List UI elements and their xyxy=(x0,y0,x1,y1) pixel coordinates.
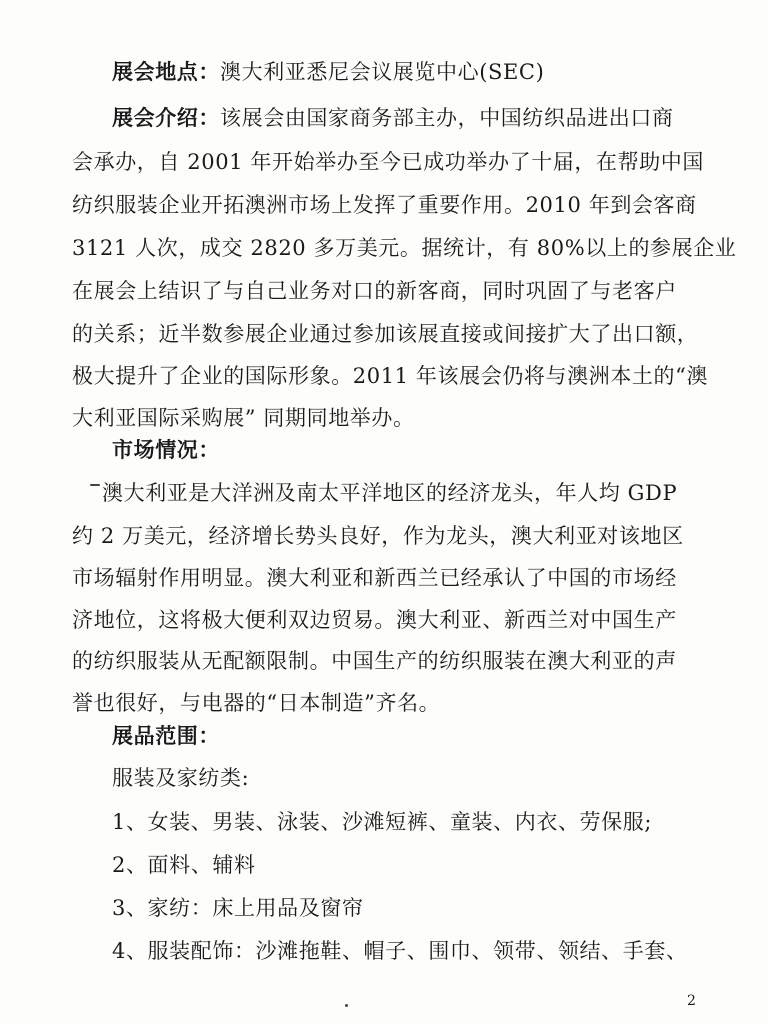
intro-label: 展会介绍： xyxy=(112,105,220,130)
scope-item-1: 1、女装、男装、泳装、沙滩短裤、童装、内衣、劳保服; xyxy=(112,810,653,834)
intro-line-1 xyxy=(112,104,674,132)
market-line-1: 澳大利亚是大洋洲及南太平洋地区的经济龙头，年人均 GDP xyxy=(102,481,678,505)
market-line-2: 约 2 万美元，经济增长势头良好，作为龙头，澳大利亚对该地区 xyxy=(72,524,684,548)
intro-text-1: 该展会由国家商务部主办，中国纺织品进出口商 xyxy=(220,106,674,130)
intro-line-6: 的关系；近半数参展企业通过参加该展直接或间接扩大了出口额， xyxy=(72,322,699,346)
market-line-6: 誉也很好，与电器的“日本制造”齐名。 xyxy=(72,691,441,715)
scan-speck xyxy=(90,484,100,486)
scope-item-2: 2、面料、辅料 xyxy=(112,853,256,877)
intro-line-3: 纺织服装企业开拓澳洲市场上发挥了重要作用。2010 年到会客商 xyxy=(72,193,697,217)
market-line-3: 市场辐射作用明显。澳大利亚和新西兰已经承认了中国的市场经 xyxy=(72,566,677,590)
intro-line-8: 大利亚国际采购展” 同期同地举办。 xyxy=(72,406,415,430)
scope-label: 展品范围： xyxy=(112,723,220,748)
venue-text: 澳大利亚悉尼会议展览中心(SEC) xyxy=(220,60,545,84)
scope-item-3: 3、家纺：床上用品及窗帘 xyxy=(112,896,364,920)
page-number: 2 xyxy=(687,993,696,1009)
scope-category: 服装及家纺类: xyxy=(112,766,250,790)
venue-label: 展会地点： xyxy=(112,59,220,84)
scope-item-4: 4、服装配饰：沙滩拖鞋、帽子、围巾、领带、领结、手套、 xyxy=(112,939,688,963)
intro-line-5: 在展会上结识了与自己业务对口的新客商，同时巩固了与老客户 xyxy=(72,279,677,303)
scan-speck xyxy=(345,1004,348,1007)
market-line-5: 的纺织服装从无配额限制。中国生产的纺织服装在澳大利亚的声 xyxy=(72,649,677,673)
market-line-4: 济地位，这将极大便利双边贸易。澳大利亚、新西兰对中国生产 xyxy=(72,608,677,632)
venue-line xyxy=(112,58,544,86)
intro-line-7: 极大提升了企业的国际形象。2011 年该展会仍将与澳洲本土的“澳 xyxy=(72,364,709,388)
intro-line-2: 会承办，自 2001 年开始举办至今已成功举办了十届，在帮助中国 xyxy=(72,150,704,174)
intro-line-4: 3121 人次，成交 2820 多万美元。据统计，有 80%以上的参展企业 xyxy=(72,236,737,260)
market-label: 市场情况： xyxy=(112,437,220,462)
